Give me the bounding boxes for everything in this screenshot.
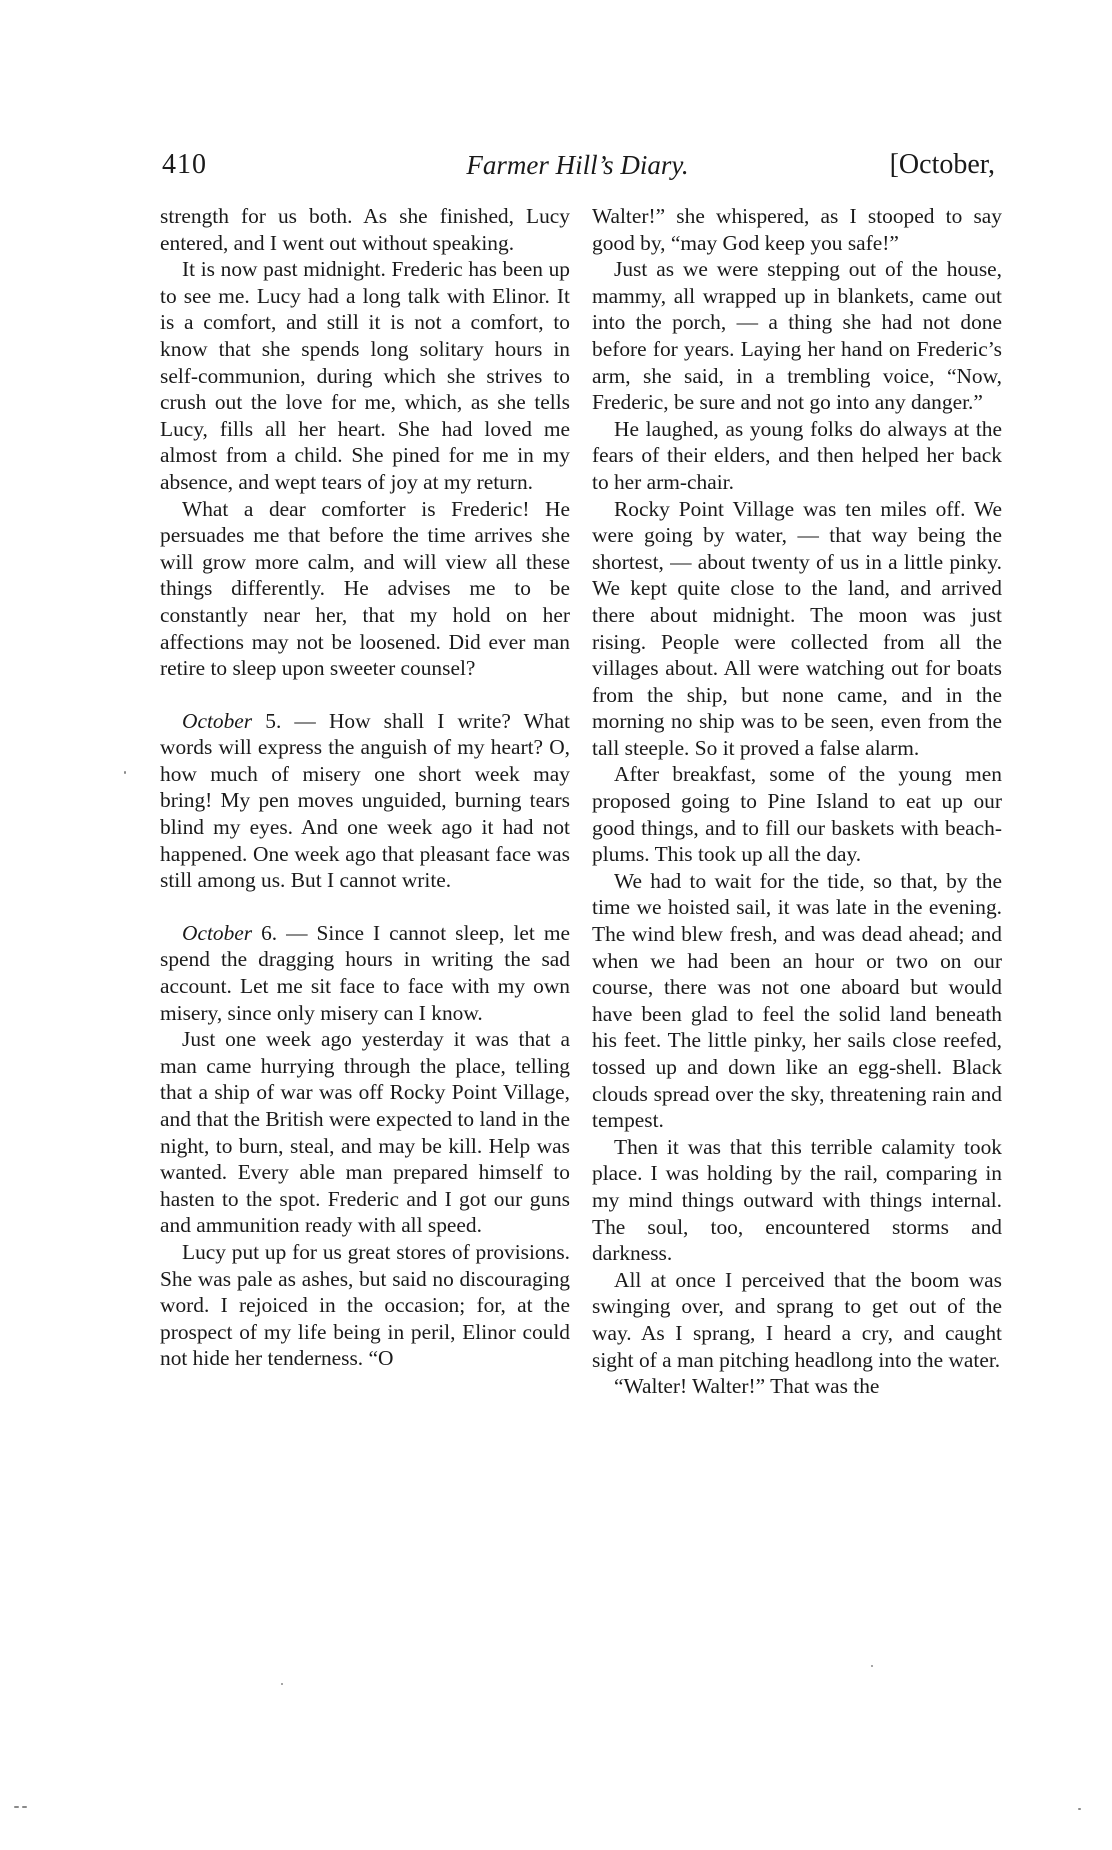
page-number: 410 (162, 149, 207, 180)
diary-entry-october-6 (160, 920, 570, 1026)
scan-speck (281, 1683, 283, 1685)
scan-speck (871, 1665, 873, 1667)
scan-speck (124, 771, 126, 774)
paragraph: Just one week ago yesterday it was that a man came hurrying through the place, telling that a ship of war was off Rocky Point Village, and that the British were expected to land in the night, to burn, steal, and may be kill. Help was wanted. Every able man prepared himself to hasten to the spot. Frederic and I got our guns and ammunition ready with all speed. (160, 1027, 570, 1238)
scan-speck (14, 1806, 19, 1808)
paragraph: strength for us both. As she finished, Lucy entered, and I went out without speaking. (160, 204, 570, 255)
paragraph: Lucy put up for us great stores of provisions. She was pale as ashes, but said no discouraging word. I rejoiced in the occasion; for, at the prospect of my life being in peril, Elinor could not hide her tenderness. “O (160, 1239, 570, 1371)
paragraph: He laughed, as young folks do always at the fears of their elders, and then helped her back to her arm-chair. (592, 416, 1002, 494)
scan-speck (22, 1806, 27, 1808)
entry-date: October (182, 920, 253, 945)
scan-speck (1078, 1808, 1081, 1810)
paragraph: All at once I perceived that the boom was swinging over, and sprang to get out of the way. As I sprang, I heard a cry, and caught sight of a man pitching headlong into the water. (592, 1267, 1002, 1372)
entry-text: 6. — Since I cannot sleep, let me spend the dragging hours in writing the sad account. Let me sit face to face with my own misery, since only misery can I know. (160, 920, 570, 1025)
paragraph: “Walter! Walter!” That was the (614, 1374, 880, 1399)
paragraph: Then it was that this terrible calamity took place. I was holding by the rail, comparing in my mind things outward with things internal. The soul, too, encountered storms and darkness. (592, 1134, 1002, 1266)
paragraph: We had to wait for the tide, so that, by the time we hoisted sail, it was late in the evening. The wind blew fresh, and was dead ahead; and when we had been an hour or two on our course, there was not one aboard but would have been glad to feel the solid land beneath his feet. The little pinky, her sails close reefed, tossed up and down like an egg-shell. Black clouds spread over the sky, threatening rain and tempest. (592, 868, 1002, 1133)
paragraph: Rocky Point Village was ten miles off. We were going by water, — that way being the shortest, — about twenty of us in a little pinky. We kept quite close to the land, and arrived there about midnight. The moon was just rising. People were collected from all the villages about. All were watching out for boats from the ship, but none came, and in the morning no ship was to be seen, even from the tall steeple. So it proved a false alarm. (592, 496, 1002, 760)
paragraph: It is now past midnight. Frederic has been up to see me. Lucy had a long talk with Elinor. It is a comfort, and still it is not a comfort, to know that she spends long solitary hours in self-communion, during which she strives to crush out the love for me, which, as she tells Lucy, fills all her heart. She had loved me almost from a child. She pined for me in my absence, and wept tears of joy at my return. (160, 257, 570, 494)
left-column (160, 203, 570, 1372)
paragraph: Walter!” she whispered, as I stooped to say good by, “may God keep you safe!” (592, 204, 1002, 255)
running-month: [October, (889, 149, 995, 180)
paragraph: Just as we were stepping out of the house, mammy, all wrapped up in blankets, came out into the porch, — a thing she had not done before for years. Laying her hand on Frederic’s arm, she said, in a trembling voice, “Now, Frederic, be sure and not go into any danger.” (592, 257, 1002, 415)
running-head (160, 145, 995, 185)
entry-text: 5. — How shall I write? What words will express the anguish of my heart? O, how much of misery one short week may bring! My pen moves unguided, burning tears blind my eyes. And one week ago it had not happened. One week ago that pleasant face was still among us. But I cannot write. (160, 708, 570, 893)
diary-entry-october-5 (160, 708, 570, 894)
entry-date: October (182, 708, 253, 733)
running-title: Farmer Hill’s Diary. (466, 150, 689, 180)
right-column (592, 203, 1002, 1400)
paragraph: What a dear comforter is Frederic! He persuades me that before the time arrives she will grow more calm, and will view all these things differently. He advises me to be constantly near her, that my hold on her affections may not be loosened. Did ever man retire to sleep upon sweeter counsel? (160, 496, 570, 681)
paragraph: After breakfast, some of the young men proposed going to Pine Island to eat up our good things, and to fill our baskets with beach-plums. This took up all the day. (592, 762, 1002, 867)
